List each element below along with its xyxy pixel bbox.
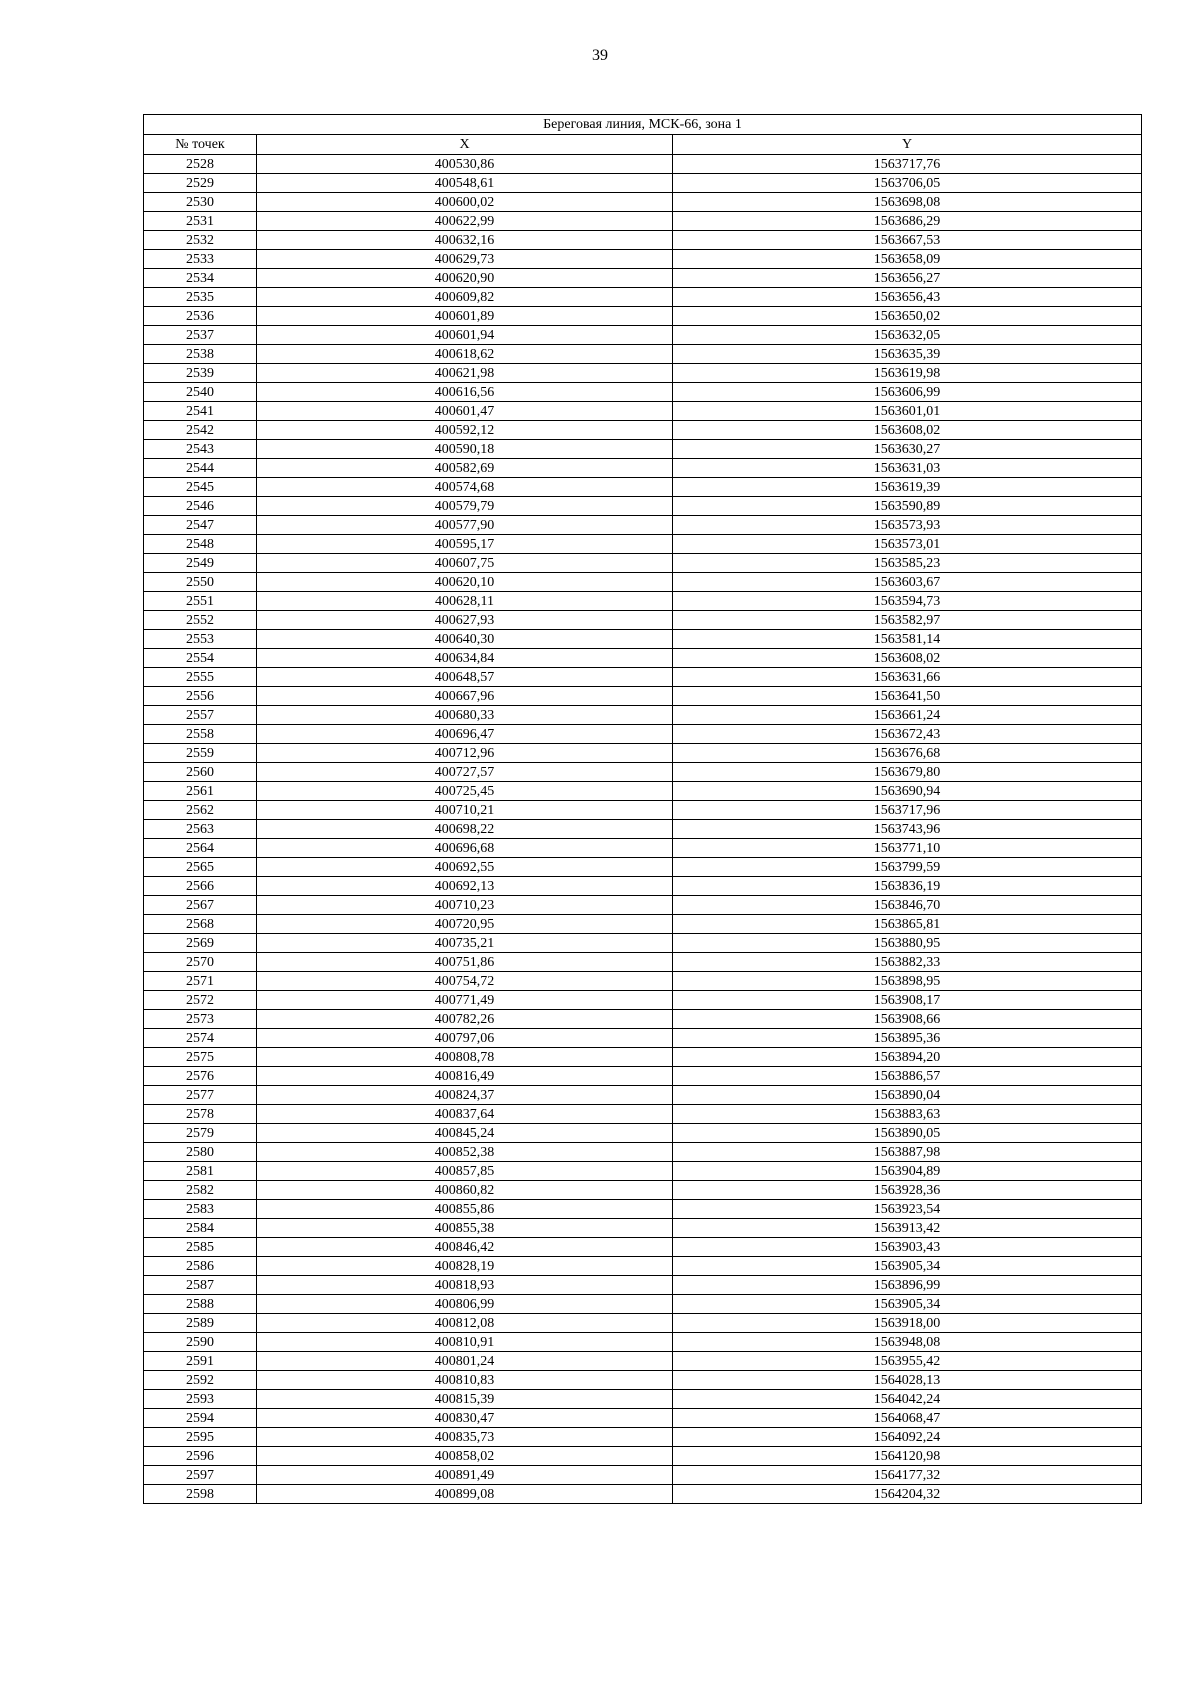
point-number-cell: 2561 [144,782,257,801]
table-row [144,953,1142,972]
table-row [144,231,1142,250]
table-row [144,1409,1142,1428]
y-coordinate-cell: 1563590,89 [673,497,1142,516]
y-coordinate-cell: 1563887,98 [673,1143,1142,1162]
y-coordinate-cell: 1563656,27 [673,269,1142,288]
y-coordinate-cell: 1563632,05 [673,326,1142,345]
point-number-cell: 2595 [144,1428,257,1447]
x-coordinate-cell: 400622,99 [257,212,673,231]
point-number-cell: 2575 [144,1048,257,1067]
x-coordinate-cell: 400810,83 [257,1371,673,1390]
x-coordinate-cell: 400640,30 [257,630,673,649]
table-row [144,630,1142,649]
y-coordinate-cell: 1563581,14 [673,630,1142,649]
table-row [144,1485,1142,1504]
x-coordinate-cell: 400710,23 [257,896,673,915]
y-coordinate-cell: 1564092,24 [673,1428,1142,1447]
table-row [144,459,1142,478]
x-coordinate-cell: 400621,98 [257,364,673,383]
table-row [144,212,1142,231]
y-coordinate-cell: 1563895,36 [673,1029,1142,1048]
table-row [144,497,1142,516]
table-row [144,858,1142,877]
table-row [144,1124,1142,1143]
table-row [144,763,1142,782]
x-coordinate-cell: 400582,69 [257,459,673,478]
y-coordinate-cell: 1563928,36 [673,1181,1142,1200]
table-row [144,1162,1142,1181]
point-number-cell: 2532 [144,231,257,250]
x-coordinate-cell: 400601,94 [257,326,673,345]
point-number-cell: 2593 [144,1390,257,1409]
point-number-cell: 2535 [144,288,257,307]
point-number-cell: 2568 [144,915,257,934]
point-number-cell: 2591 [144,1352,257,1371]
x-coordinate-cell: 400618,62 [257,345,673,364]
x-coordinate-cell: 400620,90 [257,269,673,288]
y-coordinate-cell: 1563661,24 [673,706,1142,725]
x-coordinate-cell: 400830,47 [257,1409,673,1428]
y-coordinate-cell: 1563923,54 [673,1200,1142,1219]
point-number-cell: 2574 [144,1029,257,1048]
x-coordinate-cell: 400860,82 [257,1181,673,1200]
x-coordinate-cell: 400727,57 [257,763,673,782]
y-coordinate-cell: 1563619,39 [673,478,1142,497]
point-number-cell: 2583 [144,1200,257,1219]
point-number-cell: 2587 [144,1276,257,1295]
x-coordinate-cell: 400548,61 [257,174,673,193]
point-number-cell: 2566 [144,877,257,896]
y-coordinate-cell: 1564204,32 [673,1485,1142,1504]
table-row [144,1105,1142,1124]
x-coordinate-cell: 400835,73 [257,1428,673,1447]
y-coordinate-cell: 1563717,96 [673,801,1142,820]
x-coordinate-cell: 400857,85 [257,1162,673,1181]
y-coordinate-cell: 1563594,73 [673,592,1142,611]
table-row [144,1238,1142,1257]
table-row [144,1352,1142,1371]
x-coordinate-cell: 400891,49 [257,1466,673,1485]
x-coordinate-cell: 400797,06 [257,1029,673,1048]
table-row [144,250,1142,269]
point-number-cell: 2531 [144,212,257,231]
table-row [144,402,1142,421]
y-coordinate-cell: 1563905,34 [673,1257,1142,1276]
point-number-cell: 2577 [144,1086,257,1105]
table-row [144,1200,1142,1219]
header-x: X [257,135,673,155]
table-caption: Береговая линия, МСК-66, зона 1 [144,115,1142,135]
point-number-cell: 2597 [144,1466,257,1485]
x-coordinate-cell: 400720,95 [257,915,673,934]
y-coordinate-cell: 1564177,32 [673,1466,1142,1485]
y-coordinate-cell: 1563890,04 [673,1086,1142,1105]
table-row [144,1067,1142,1086]
y-coordinate-cell: 1563955,42 [673,1352,1142,1371]
x-coordinate-cell: 400607,75 [257,554,673,573]
y-coordinate-cell: 1563656,43 [673,288,1142,307]
table-row [144,649,1142,668]
point-number-cell: 2540 [144,383,257,402]
y-coordinate-cell: 1563903,43 [673,1238,1142,1257]
x-coordinate-cell: 400845,24 [257,1124,673,1143]
table-row [144,934,1142,953]
y-coordinate-cell: 1563904,89 [673,1162,1142,1181]
table-row [144,1390,1142,1409]
table-row [144,345,1142,364]
table-row [144,1086,1142,1105]
y-coordinate-cell: 1563836,19 [673,877,1142,896]
y-coordinate-cell: 1563601,01 [673,402,1142,421]
y-coordinate-cell: 1563890,05 [673,1124,1142,1143]
x-coordinate-cell: 400751,86 [257,953,673,972]
point-number-cell: 2594 [144,1409,257,1428]
point-number-cell: 2564 [144,839,257,858]
x-coordinate-cell: 400710,21 [257,801,673,820]
table-row [144,383,1142,402]
x-coordinate-cell: 400632,16 [257,231,673,250]
x-coordinate-cell: 400601,47 [257,402,673,421]
y-coordinate-cell: 1563606,99 [673,383,1142,402]
point-number-cell: 2541 [144,402,257,421]
x-coordinate-cell: 400601,89 [257,307,673,326]
page-number: 39 [592,47,608,64]
table-row [144,573,1142,592]
table-row [144,782,1142,801]
point-number-cell: 2529 [144,174,257,193]
table-row [144,706,1142,725]
point-number-cell: 2558 [144,725,257,744]
x-coordinate-cell: 400899,08 [257,1485,673,1504]
point-number-cell: 2546 [144,497,257,516]
point-number-cell: 2542 [144,421,257,440]
table-row [144,516,1142,535]
table-row [144,421,1142,440]
table-row [144,288,1142,307]
y-coordinate-cell: 1564042,24 [673,1390,1142,1409]
point-number-cell: 2538 [144,345,257,364]
point-number-cell: 2550 [144,573,257,592]
y-coordinate-cell: 1563641,50 [673,687,1142,706]
x-coordinate-cell: 400600,02 [257,193,673,212]
y-coordinate-cell: 1563908,17 [673,991,1142,1010]
table-row [144,535,1142,554]
x-coordinate-cell: 400577,90 [257,516,673,535]
table-row [144,820,1142,839]
x-coordinate-cell: 400712,96 [257,744,673,763]
x-coordinate-cell: 400812,08 [257,1314,673,1333]
point-number-cell: 2581 [144,1162,257,1181]
point-number-cell: 2554 [144,649,257,668]
table-row [144,364,1142,383]
x-coordinate-cell: 400629,73 [257,250,673,269]
point-number-cell: 2578 [144,1105,257,1124]
x-coordinate-cell: 400837,64 [257,1105,673,1124]
y-coordinate-cell: 1563894,20 [673,1048,1142,1067]
y-coordinate-cell: 1563608,02 [673,421,1142,440]
point-number-cell: 2596 [144,1447,257,1466]
x-coordinate-cell: 400530,86 [257,155,673,174]
y-coordinate-cell: 1563898,95 [673,972,1142,991]
table-row [144,1371,1142,1390]
x-coordinate-cell: 400696,47 [257,725,673,744]
y-coordinate-cell: 1563883,63 [673,1105,1142,1124]
x-coordinate-cell: 400782,26 [257,1010,673,1029]
point-number-cell: 2590 [144,1333,257,1352]
table-body [144,155,1142,1504]
table-row [144,1048,1142,1067]
table-row [144,193,1142,212]
y-coordinate-cell: 1563706,05 [673,174,1142,193]
table-row [144,801,1142,820]
point-number-cell: 2592 [144,1371,257,1390]
table-row [144,877,1142,896]
table-row [144,972,1142,991]
x-coordinate-cell: 400852,38 [257,1143,673,1162]
x-coordinate-cell: 400696,68 [257,839,673,858]
point-number-cell: 2555 [144,668,257,687]
x-coordinate-cell: 400634,84 [257,649,673,668]
table-row [144,1447,1142,1466]
x-coordinate-cell: 400815,39 [257,1390,673,1409]
x-coordinate-cell: 400818,93 [257,1276,673,1295]
table-row [144,915,1142,934]
y-coordinate-cell: 1563658,09 [673,250,1142,269]
x-coordinate-cell: 400620,10 [257,573,673,592]
table-row [144,1143,1142,1162]
table-row [144,269,1142,288]
y-coordinate-cell: 1563880,95 [673,934,1142,953]
point-number-cell: 2545 [144,478,257,497]
x-coordinate-cell: 400771,49 [257,991,673,1010]
y-coordinate-cell: 1564120,98 [673,1447,1142,1466]
point-number-cell: 2562 [144,801,257,820]
point-number-cell: 2573 [144,1010,257,1029]
x-coordinate-cell: 400855,86 [257,1200,673,1219]
point-number-cell: 2549 [144,554,257,573]
point-number-cell: 2557 [144,706,257,725]
y-coordinate-cell: 1563631,66 [673,668,1142,687]
y-coordinate-cell: 1563650,02 [673,307,1142,326]
y-coordinate-cell: 1563908,66 [673,1010,1142,1029]
table-row [144,1219,1142,1238]
y-coordinate-cell: 1563905,34 [673,1295,1142,1314]
point-number-cell: 2585 [144,1238,257,1257]
table-row [144,687,1142,706]
y-coordinate-cell: 1563918,00 [673,1314,1142,1333]
y-coordinate-cell: 1564068,47 [673,1409,1142,1428]
point-number-cell: 2589 [144,1314,257,1333]
table-row [144,1029,1142,1048]
table-row [144,725,1142,744]
y-coordinate-cell: 1563667,53 [673,231,1142,250]
table-row [144,592,1142,611]
x-coordinate-cell: 400855,38 [257,1219,673,1238]
x-coordinate-cell: 400692,13 [257,877,673,896]
y-coordinate-cell: 1563886,57 [673,1067,1142,1086]
point-number-cell: 2551 [144,592,257,611]
y-coordinate-cell: 1563717,76 [673,155,1142,174]
point-number-cell: 2571 [144,972,257,991]
table-row [144,1428,1142,1447]
point-number-cell: 2572 [144,991,257,1010]
y-coordinate-cell: 1564028,13 [673,1371,1142,1390]
point-number-cell: 2565 [144,858,257,877]
y-coordinate-cell: 1563698,08 [673,193,1142,212]
x-coordinate-cell: 400628,11 [257,592,673,611]
point-number-cell: 2537 [144,326,257,345]
point-number-cell: 2539 [144,364,257,383]
point-number-cell: 2586 [144,1257,257,1276]
point-number-cell: 2567 [144,896,257,915]
y-coordinate-cell: 1563882,33 [673,953,1142,972]
table-row [144,554,1142,573]
point-number-cell: 2582 [144,1181,257,1200]
x-coordinate-cell: 400616,56 [257,383,673,402]
table-row [144,307,1142,326]
x-coordinate-cell: 400806,99 [257,1295,673,1314]
y-coordinate-cell: 1563948,08 [673,1333,1142,1352]
table-row [144,668,1142,687]
point-number-cell: 2588 [144,1295,257,1314]
y-coordinate-cell: 1563913,42 [673,1219,1142,1238]
table-row [144,839,1142,858]
point-number-cell: 2530 [144,193,257,212]
x-coordinate-cell: 400725,45 [257,782,673,801]
x-coordinate-cell: 400801,24 [257,1352,673,1371]
y-coordinate-cell: 1563582,97 [673,611,1142,630]
point-number-cell: 2580 [144,1143,257,1162]
x-coordinate-cell: 400846,42 [257,1238,673,1257]
header-y: Y [673,135,1142,155]
x-coordinate-cell: 400735,21 [257,934,673,953]
x-coordinate-cell: 400816,49 [257,1067,673,1086]
table-caption-row [144,115,1142,135]
point-number-cell: 2543 [144,440,257,459]
point-number-cell: 2547 [144,516,257,535]
x-coordinate-cell: 400808,78 [257,1048,673,1067]
point-number-cell: 2533 [144,250,257,269]
table-row [144,1181,1142,1200]
x-coordinate-cell: 400595,17 [257,535,673,554]
x-coordinate-cell: 400579,79 [257,497,673,516]
y-coordinate-cell: 1563679,80 [673,763,1142,782]
point-number-cell: 2598 [144,1485,257,1504]
y-coordinate-cell: 1563676,68 [673,744,1142,763]
point-number-cell: 2556 [144,687,257,706]
point-number-cell: 2552 [144,611,257,630]
y-coordinate-cell: 1563619,98 [673,364,1142,383]
point-number-cell: 2559 [144,744,257,763]
point-number-cell: 2576 [144,1067,257,1086]
x-coordinate-cell: 400574,68 [257,478,673,497]
y-coordinate-cell: 1563573,93 [673,516,1142,535]
point-number-cell: 2563 [144,820,257,839]
x-coordinate-cell: 400680,33 [257,706,673,725]
x-coordinate-cell: 400590,18 [257,440,673,459]
point-number-cell: 2570 [144,953,257,972]
y-coordinate-cell: 1563608,02 [673,649,1142,668]
table-row [144,991,1142,1010]
point-number-cell: 2560 [144,763,257,782]
table-row [144,1257,1142,1276]
point-number-cell: 2536 [144,307,257,326]
x-coordinate-cell: 400824,37 [257,1086,673,1105]
table-row [144,440,1142,459]
table-row [144,1276,1142,1295]
y-coordinate-cell: 1563865,81 [673,915,1142,934]
table-row [144,1333,1142,1352]
table-row [144,896,1142,915]
header-point-number: № точек [144,135,257,155]
table-header-row [144,135,1142,155]
y-coordinate-cell: 1563896,99 [673,1276,1142,1295]
x-coordinate-cell: 400858,02 [257,1447,673,1466]
y-coordinate-cell: 1563846,70 [673,896,1142,915]
y-coordinate-cell: 1563603,67 [673,573,1142,592]
table-row [144,1295,1142,1314]
x-coordinate-cell: 400609,82 [257,288,673,307]
x-coordinate-cell: 400648,57 [257,668,673,687]
y-coordinate-cell: 1563686,29 [673,212,1142,231]
table-row [144,744,1142,763]
x-coordinate-cell: 400627,93 [257,611,673,630]
x-coordinate-cell: 400592,12 [257,421,673,440]
point-number-cell: 2584 [144,1219,257,1238]
table-row [144,611,1142,630]
coordinates-table [143,114,1142,1504]
table-row [144,1010,1142,1029]
x-coordinate-cell: 400754,72 [257,972,673,991]
y-coordinate-cell: 1563631,03 [673,459,1142,478]
x-coordinate-cell: 400810,91 [257,1333,673,1352]
y-coordinate-cell: 1563743,96 [673,820,1142,839]
x-coordinate-cell: 400667,96 [257,687,673,706]
x-coordinate-cell: 400698,22 [257,820,673,839]
point-number-cell: 2569 [144,934,257,953]
point-number-cell: 2548 [144,535,257,554]
y-coordinate-cell: 1563672,43 [673,725,1142,744]
x-coordinate-cell: 400828,19 [257,1257,673,1276]
table-row [144,326,1142,345]
point-number-cell: 2528 [144,155,257,174]
y-coordinate-cell: 1563630,27 [673,440,1142,459]
table-row [144,174,1142,193]
table-row [144,155,1142,174]
y-coordinate-cell: 1563635,39 [673,345,1142,364]
table-row [144,478,1142,497]
y-coordinate-cell: 1563585,23 [673,554,1142,573]
table-row [144,1466,1142,1485]
point-number-cell: 2579 [144,1124,257,1143]
y-coordinate-cell: 1563573,01 [673,535,1142,554]
point-number-cell: 2544 [144,459,257,478]
x-coordinate-cell: 400692,55 [257,858,673,877]
y-coordinate-cell: 1563690,94 [673,782,1142,801]
y-coordinate-cell: 1563771,10 [673,839,1142,858]
point-number-cell: 2553 [144,630,257,649]
table-row [144,1314,1142,1333]
y-coordinate-cell: 1563799,59 [673,858,1142,877]
point-number-cell: 2534 [144,269,257,288]
